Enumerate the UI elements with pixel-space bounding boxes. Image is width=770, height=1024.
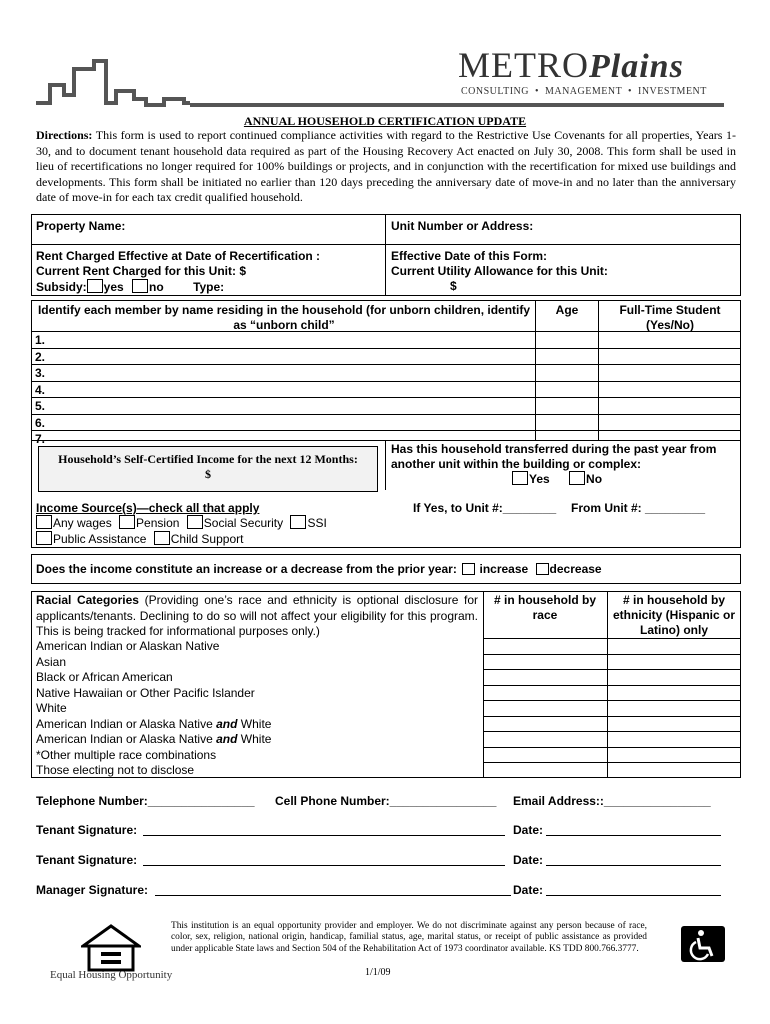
- manager-signature-date-label: Date:: [513, 883, 544, 897]
- race-category: Native Hawaiian or Other Pacific Islander: [36, 685, 255, 700]
- increase-checkbox[interactable]: [462, 563, 475, 575]
- member-row[interactable]: [31, 398, 741, 415]
- race-category: *Other multiple race combinations: [36, 747, 217, 762]
- decrease-label: decrease: [549, 562, 602, 576]
- transferred-yes-label: Yes: [529, 472, 550, 486]
- cell-phone-field[interactable]: Cell Phone Number:________________: [275, 794, 497, 808]
- decrease-checkbox[interactable]: [536, 563, 549, 575]
- race-category: Asian: [36, 654, 67, 669]
- combo-prefix: American Indian or Alaska Native: [36, 732, 217, 746]
- public-assistance-checkbox[interactable]: [36, 531, 52, 545]
- tenant-signature-label: Tenant Signature:: [36, 823, 138, 837]
- member-row-number: 6.: [35, 415, 46, 430]
- property-name-label: Property Name:: [36, 219, 126, 233]
- member-row-number: 4.: [35, 382, 46, 397]
- income-change-row: [36, 562, 602, 576]
- race-categories: [36, 639, 271, 779]
- directions-label: Directions:: [36, 128, 93, 142]
- equal-housing-label: Equal Housing Opportunity: [50, 969, 173, 981]
- manager-signature-line[interactable]: [155, 895, 511, 896]
- logo-script: Plains: [589, 48, 684, 85]
- subsidy-yes-label: yes: [103, 280, 124, 294]
- member-row[interactable]: [31, 365, 741, 382]
- logo-tagline: CONSULTING • MANAGEMENT • INVESTMENT: [461, 86, 707, 97]
- race-category-combo: [36, 717, 271, 733]
- combo-prefix: American Indian or Alaska Native: [36, 716, 217, 731]
- directions-text: This form is used to report continued compliance activities with regard to the Restrictive Use Covenants for all properties, Years 1-30, and to document tenant household data required as part of the Housing Recovery Act enacted on July 30, 2008. This form shall be used in lieu of recertifications no longer required for 100% buildings or projects, and in conjunction with the recertification for mixed use buildings and developments. This form shall be initiated no earlier than 120 days preceding the anniversary date of move-in and no later than the anniversary date of move-in for each tax credit qualified household.: [36, 128, 736, 205]
- combo-and: and: [216, 716, 238, 731]
- transferred-no-checkbox[interactable]: [569, 471, 585, 485]
- race-category-combo: [36, 732, 271, 748]
- member-row-number: 1.: [35, 333, 46, 347]
- tenant-signature-2-line[interactable]: [143, 865, 505, 866]
- member-row[interactable]: [31, 382, 741, 399]
- income-change-question: Does the income constitute an increase or a decrease from the prior year:: [36, 562, 457, 576]
- equal-housing-icon: [81, 924, 141, 972]
- manager-signature-date-line[interactable]: [546, 895, 721, 896]
- member-row[interactable]: [31, 349, 741, 366]
- member-row-number: 3.: [35, 366, 46, 380]
- subsidy-row: [36, 279, 224, 294]
- race-category: American Indian or Alaskan Native: [36, 639, 220, 653]
- combo-suffix: White: [237, 732, 272, 746]
- members-heading: Identify each member by name residing in the household (for unborn children, identify as “unborn child”: [37, 303, 531, 332]
- increase-label: increase: [479, 562, 529, 576]
- pension-checkbox[interactable]: [119, 515, 135, 529]
- current-rent-label: Current Rent Charged for this Unit: $: [36, 264, 247, 278]
- race-count-header: # in household by race: [493, 593, 596, 622]
- member-row-number: 5.: [35, 399, 46, 413]
- utility-dollar: $: [450, 279, 457, 293]
- email-field[interactable]: Email Address::________________: [513, 794, 711, 808]
- race-category: Black or African American: [36, 670, 173, 684]
- child-support-checkbox[interactable]: [154, 531, 170, 545]
- ssi-checkbox[interactable]: [290, 515, 306, 529]
- social-security-checkbox[interactable]: [187, 515, 203, 529]
- directions: [36, 128, 736, 206]
- tenant-signature-date-label: Date:: [513, 823, 544, 837]
- member-row-number: 2.: [35, 349, 46, 364]
- effective-date-label: Effective Date of this Form:: [391, 249, 548, 263]
- race-heading-bold: Racial Categories: [36, 593, 139, 607]
- logo-wordmark: [458, 44, 684, 86]
- tenant-signature-2-date-label: Date:: [513, 853, 544, 867]
- any-wages-checkbox[interactable]: [36, 515, 52, 529]
- tenant-signature-date-line[interactable]: [546, 835, 721, 836]
- student-header: Full-Time Student (Yes/No): [619, 303, 721, 332]
- member-row[interactable]: [31, 332, 741, 349]
- logo-word: METRO: [458, 45, 589, 85]
- self-certified-income-dollar: $: [205, 467, 211, 481]
- tenant-signature-line[interactable]: [143, 835, 505, 836]
- rent-effective-label: Rent Charged Effective at Date of Recertification :: [36, 249, 321, 263]
- transferred-no-label: No: [586, 472, 603, 486]
- to-unit-field[interactable]: If Yes, to Unit #:________: [413, 501, 557, 515]
- accessibility-icon: [681, 926, 725, 962]
- form-revision-date: 1/1/09: [365, 967, 391, 978]
- social-security-label: Social Security: [203, 516, 284, 530]
- income-sources-row-1: [36, 515, 327, 530]
- ssi-label: SSI: [307, 516, 327, 530]
- ethnicity-count-header: # in household by ethnicity (Hispanic or Latino) only: [612, 593, 736, 637]
- age-header: Age: [555, 303, 579, 317]
- race-category: White: [36, 701, 67, 715]
- transferred-question: Has this household transferred during the past year from another unit within the building or complex:: [391, 442, 717, 471]
- tenant-signature-2-date-line[interactable]: [546, 865, 721, 866]
- form-title: ANNUAL HOUSEHOLD CERTIFICATION UPDATE: [243, 114, 527, 128]
- subsidy-no-label: no: [149, 280, 164, 294]
- income-sources-row-2: [36, 531, 243, 546]
- utility-allowance-label: Current Utility Allowance for this Unit:: [391, 264, 608, 278]
- unit-number-label: Unit Number or Address:: [391, 219, 534, 233]
- manager-signature-label: Manager Signature:: [36, 883, 149, 897]
- race-category: Those electing not to disclose: [36, 763, 195, 777]
- any-wages-label: Any wages: [53, 516, 112, 530]
- race-heading-note: (Providing one’s race and ethnicity is optional disclosure for applicants/tenants. Declining to do so will not affect your eligibility for this program. This is being tracked for informational purposes only.): [36, 593, 478, 638]
- subsidy-yes-checkbox[interactable]: [87, 279, 103, 293]
- subsidy-type-label: Type:: [193, 280, 225, 294]
- nondiscrimination-notice: This institution is an equal opportunity provider and employer. We do not discriminate against any person because of race, color, sex, religion, national origin, handicap, familial status, age, marital status, or receipt of public assistance as provided under applicable State laws and Section 504 of the Rehabilitation Act of 1973 coordinator available. KS TDD 800.766.3777.: [171, 921, 647, 954]
- member-row-number: 7.: [35, 432, 46, 446]
- member-row[interactable]: [31, 415, 741, 432]
- self-certified-income-label: Household’s Self-Certified Income for the next 12 Months:: [58, 452, 358, 466]
- from-unit-field[interactable]: From Unit #: _________: [571, 501, 706, 515]
- combo-suffix: White: [237, 716, 272, 731]
- public-assistance-label: Public Assistance: [53, 532, 147, 546]
- transferred-yes-checkbox[interactable]: [512, 471, 528, 485]
- pension-label: Pension: [136, 516, 180, 530]
- telephone-field[interactable]: Telephone Number:________________: [36, 794, 255, 808]
- members-rows: [31, 332, 741, 447]
- race-heading: [36, 593, 478, 640]
- child-support-label: Child Support: [170, 532, 244, 546]
- transferred-options: [512, 471, 602, 486]
- combo-and: and: [216, 732, 238, 746]
- income-sources-label: Income Source(s)—check all that apply: [36, 501, 260, 515]
- subsidy-label: Subsidy:: [36, 280, 87, 294]
- tenant-signature-2-label: Tenant Signature:: [36, 853, 138, 867]
- subsidy-no-checkbox[interactable]: [132, 279, 148, 293]
